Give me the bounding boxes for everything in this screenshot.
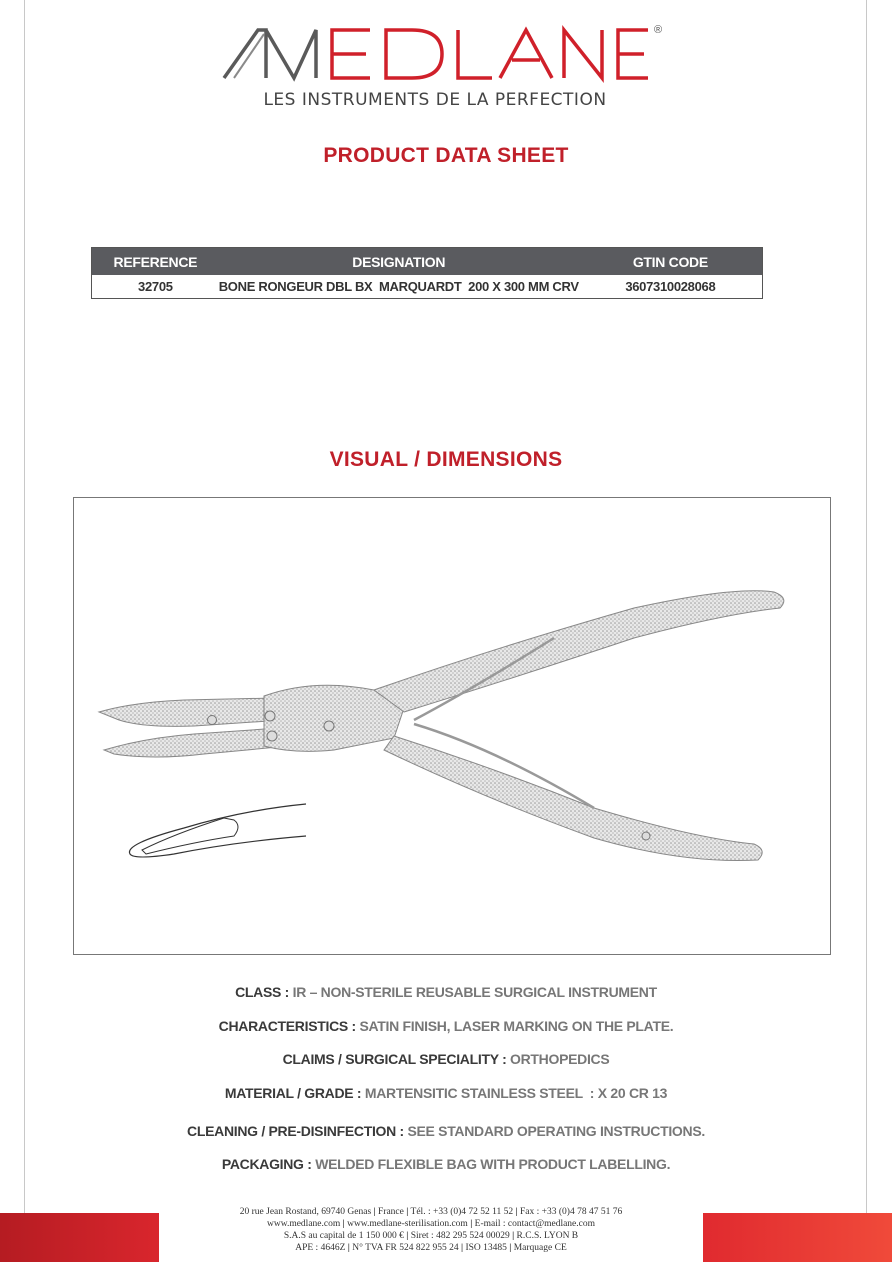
spec-value: ORTHOPEDICS (506, 1051, 610, 1067)
spec-label: CLASS : (235, 984, 290, 1000)
product-visual-frame (73, 497, 831, 955)
footer-capital: S.A.S au capital de 1 150 000 € (283, 1231, 407, 1241)
footer-separator: | (342, 1219, 345, 1229)
logo-wordmark (220, 20, 650, 84)
cell-reference: 32705 (138, 279, 173, 294)
footer-ape: APE : 4646Z (295, 1243, 348, 1253)
footer-website[interactable]: www.medlane.com (266, 1219, 343, 1229)
footer-vat: N° TVA FR 524 822 955 24 (349, 1243, 461, 1253)
footer-separator: | (515, 1207, 518, 1217)
cell-designation: BONE RONGEUR DBL BX MARQUARDT 200 X 300 MM CRV (218, 279, 579, 294)
product-data-sheet-title: PRODUCT DATA SHEET (323, 144, 569, 167)
footer-country: France (375, 1207, 407, 1217)
spec-label: CLEANING / PRE-DISINFECTION : (187, 1123, 404, 1139)
product-table (91, 247, 763, 299)
footer-separator: | (460, 1243, 464, 1253)
footer-phone: Tél. : +33 (0)4 72 52 11 52 (408, 1207, 516, 1217)
footer-address: 20 rue Jean Rostand, 69740 Genas (239, 1207, 374, 1217)
footer-web-line (159, 1218, 703, 1230)
spec-label: CLAIMS / SURGICAL SPECIALITY : (282, 1051, 507, 1067)
spec-label: MATERIAL / GRADE : (224, 1085, 362, 1101)
spec-value: IR – NON-STERILE REUSABLE SURGICAL INSTRUMENT (289, 984, 657, 1000)
footer-separator: | (373, 1207, 376, 1217)
footer-accent-right (703, 1213, 892, 1262)
spec-cleaning (0, 1123, 892, 1139)
footer-separator: | (347, 1243, 350, 1253)
footer-sterilisation-website[interactable]: www.medlane-sterilisation.com (344, 1219, 471, 1229)
spec-characteristics (0, 1018, 892, 1034)
visual-dimensions-title: VISUAL / DIMENSIONS (329, 448, 563, 471)
footer-iso: ISO 13485 (463, 1243, 510, 1253)
footer-separator: | (470, 1219, 473, 1229)
footer-address-line (159, 1206, 703, 1218)
table-header-row (92, 248, 763, 276)
spec-value: WELDED FLEXIBLE BAG WITH PRODUCT LABELLING. (311, 1156, 671, 1172)
footer-legal-line (159, 1230, 703, 1242)
spec-material (0, 1085, 892, 1101)
table-row (92, 275, 763, 299)
header-reference: REFERENCE (92, 248, 219, 276)
spec-label: PACKAGING : (221, 1156, 312, 1172)
footer-registration-line (159, 1242, 703, 1254)
footer-email[interactable]: E-mail : contact@medlane.com (472, 1219, 595, 1229)
footer-separator: | (406, 1231, 409, 1241)
bone-rongeur-illustration (74, 498, 830, 954)
medlane-logo (220, 20, 680, 120)
spec-value: SATIN FINISH, LASER MARKING ON THE PLATE. (355, 1018, 674, 1034)
header-gtin-code: GTIN CODE (579, 248, 763, 276)
footer-rcs: R.C.S. LYON B (514, 1231, 579, 1241)
company-footer (159, 1206, 703, 1254)
brand-tagline: LES INSTRUMENTS DE LA PERFECTION (263, 90, 607, 110)
spec-class (0, 984, 892, 1000)
footer-separator: | (406, 1207, 409, 1217)
spec-packaging (0, 1156, 892, 1172)
footer-accent-left (0, 1213, 159, 1262)
footer-fax: Fax : +33 (0)4 78 47 51 76 (517, 1207, 623, 1217)
footer-separator: | (509, 1243, 512, 1253)
footer-siret: Siret : 482 295 524 00029 (408, 1231, 513, 1241)
spec-label: CHARACTERISTICS : (218, 1018, 356, 1034)
spec-claims (0, 1051, 892, 1067)
spec-value: MARTENSITIC STAINLESS STEEL : X 20 CR 13 (361, 1085, 668, 1101)
footer-ce-marking: Marquage CE (511, 1243, 567, 1253)
registered-mark: ® (654, 24, 663, 36)
footer-separator: | (512, 1231, 515, 1241)
header-designation: DESIGNATION (219, 248, 579, 276)
spec-value: SEE STANDARD OPERATING INSTRUCTIONS. (403, 1123, 705, 1139)
cell-gtin: 3607310028068 (625, 279, 716, 294)
